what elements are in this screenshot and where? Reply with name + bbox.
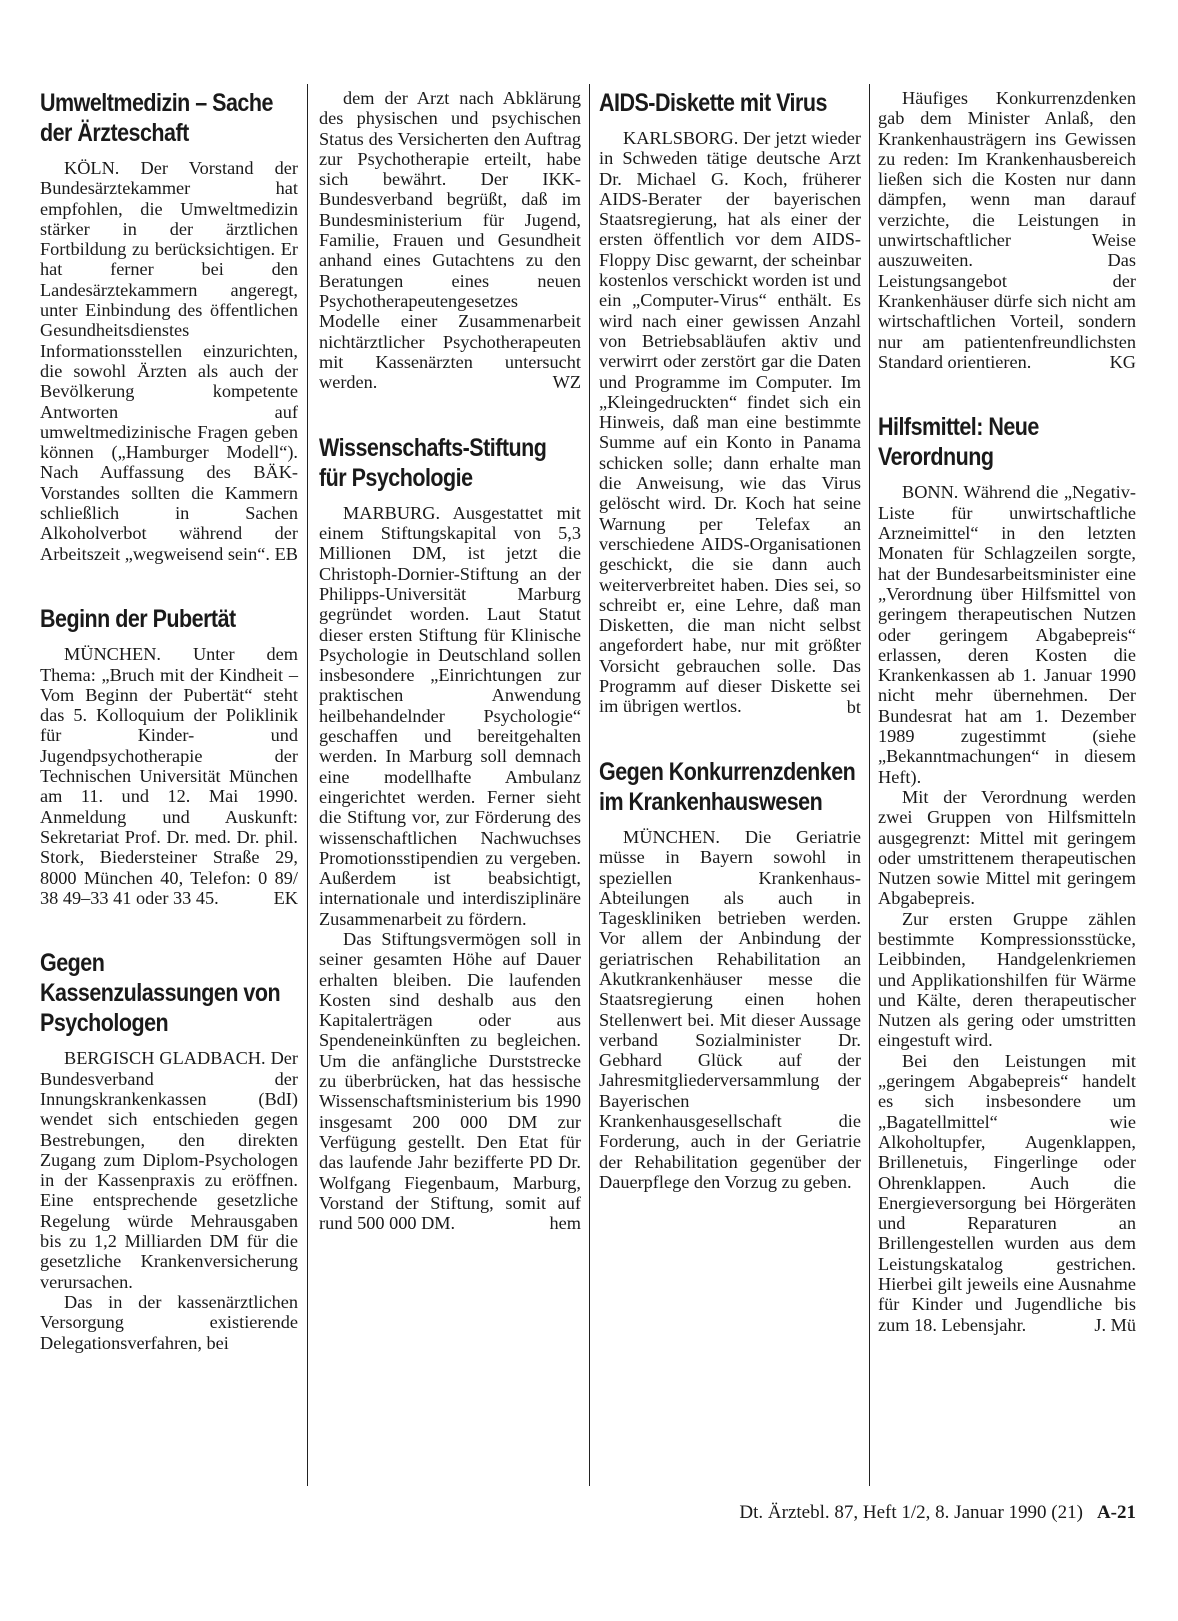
article-body [319, 503, 581, 1234]
article-paragraph: Häufiges Konkurrenzdenken gab dem Minister Anlaß, den Krankenhausträgern ins Gewissen zu reden: Im Krankenhausbereich ließen sich die Kosten nur dann dämpfen, wenn man darauf verzichte, die Leistungen in unwirtschaftlicher Weise auszuweiten. Das Leistungsangebot der Krankenhäuser dürfe sich nicht am wirtschaftlichen Vorteil, sondern nur am patientenfreundlichsten Standard orientieren. [878, 88, 1136, 372]
article-headline: Hilfsmittel: Neue Verordnung [878, 413, 1039, 472]
article-body [599, 827, 861, 1192]
article-paragraph: KÖLN. Der Vorstand der Bundesärztekammer hat empfohlen, die Umweltmedizin stärker in der ärztlichen Fortbildung zu berücksichtigen. Er hat ferner bei den Landesärztekammern angeregt, unter Einbindung des öffentlichen Gesundheitsdienstes Informationsstellen einzurichten, die sowohl Ärzten als auch der Bevölkerung kompetente Antworten auf umweltmedizinische Fragen geben können („Hamburger Modell“). Nach Auffassung des BÄK-Vorstandes sollten die Kammern schließlich in Sachen Alkoholverbot während der Arbeitszeit „wegweisend sein“. [40, 158, 298, 564]
article-headline: Umweltmedizin – Sache der Ärzteschaft [40, 89, 273, 147]
column-4 [878, 88, 1136, 1375]
article-paragraph: dem der Arzt nach Abklärung des physischen und psychischen Status des Versicherten den Auftrag zur Psychotherapie erteilt, habe sich bewährt. Der IKK-Bundesverband begrüßt, daß im Bundesministerium für Jugend, Familie, Frauen und Gesundheit anhand eines Gutachtens zu den Beratungen eines neuen Psychotherapeutengesetzes Modelle einer Zusammenarbeit nichtärztlicher Psychotherapeuten mit Kassenärzten untersucht werden. [319, 88, 581, 393]
article-paragraph: BERGISCH GLADBACH. Der Bundesverband der Innungskrankenkassen (BdI) wendet sich entschieden gegen Bestrebungen, den direkten Zugang zum Diplom-Psychologen in der Kassenpraxis zu eröffnen. Eine entsprechende gesetzliche Regelung würde Mehrausgaben bis zu 1,2 Milliarden DM für die gesetzliche Krankenversicherung verursachen. [40, 1048, 298, 1292]
article-body [878, 88, 1136, 372]
article [599, 88, 861, 717]
article-headline: Wissenschafts-Stiftung für Psychologie [319, 433, 547, 492]
author-initials: EB [274, 543, 298, 564]
author-initials: bt [846, 696, 861, 717]
author-initials: EK [273, 888, 298, 909]
article-body [40, 158, 298, 564]
article [599, 757, 861, 1192]
column-rule [869, 84, 870, 1486]
author-initials: J. Mü [1094, 1314, 1136, 1335]
article-paragraph: MÜNCHEN. Unter dem Thema: „Bruch mit der Kindheit – Vom Beginn der Pubertät“ steht das 5. Kolloquium der Poliklinik für Kinder- und Jugendpsychotherapie der Technischen Universität München am 11. und 12. Mai 1990. Anmeldung und Auskunft: Sekretariat Prof. Dr. med. Dr. phil. Stork, Biedersteiner Straße 29, 8000 München 40, Telefon: 0 89/ 38 49–33 41 oder 33 45. [40, 644, 298, 908]
author-initials: KG [1109, 352, 1136, 373]
article [40, 604, 298, 908]
article [878, 412, 1136, 1335]
column-1 [40, 88, 298, 1393]
author-initials: WZ [552, 372, 581, 393]
article-body [319, 88, 581, 392]
article-body [878, 482, 1136, 1334]
article-paragraph: MÜNCHEN. Die Geriatrie müsse in Bayern sowohl in speziellen Krankenhaus-Abteilungen als auch in Tageskliniken betrieben werden. Vor allem der Anbindung der geriatrischen Rehabilitation an Akutkrankenhäuser messe die Staatsregierung einen hohen Stellenwert bei. Mit dieser Aussage verband Sozialminister Dr. Gebhard Glück auf der Jahresmitgliederversammlung der Bayerischen Krankenhausgesellschaft die Forderung, auch in der Geriatrie der Rehabilitation gegenüber der Dauerpflege den Vorzug zu geben. [599, 826, 861, 1192]
column-3 [599, 88, 861, 1232]
article [40, 88, 298, 564]
article-paragraph: BONN. Während die „Negativ-Liste für unwirtschaftliche Arzneimittel“ in den letzten Monaten für Schlagzeilen sorgte, hat der Bundesarbeitsminister eine „Verordnung über Hilfsmittel von geringem therapeutischen Nutzen oder geringem Abgabepreis“ erlassen, deren Kosten die Krankenkassen ab 1. Januar 1990 nicht mehr übernehmen. Der Bundesrat hat am 1. Dezember 1989 zugestimmt (siehe „Bekanntmachungen“ in diesem Heft). [878, 482, 1136, 787]
article-headline: Gegen Kassenzulassungen von Psychologen [40, 949, 281, 1038]
article-paragraph: Das in der kassenärztlichen Versorgung existierende Delegationsverfahren, bei [40, 1291, 298, 1353]
column-rule [589, 84, 590, 1486]
author-initials: hem [549, 1213, 581, 1234]
page-footer [739, 1502, 1136, 1524]
article-paragraph: MARBURG. Ausgestattet mit einem Stiftungskapital von 5,3 Millionen DM, ist jetzt die Christoph-Dornier-Stiftung an der Philipps-Universität Marburg gegründet worden. Laut Statut dieser ersten Stiftung für Klinische Psychologie in Deutschland sollen insbesondere „Einrichtungen zur praktischen Anwendung heilbehandelnder Psychologie“ geschaffen und bereitgehalten werden. In Marburg soll demnach eine modellhafte Ambulanz eingerichtet werden. Ferner sieht die Stiftung vor, zur Förderung des wissenschaftlichen Nachwuchses Promotionsstipendien zu vergeben. Außerdem ist beabsichtigt, internationale und interdisziplinäre Zusammenarbeit zu fördern. [319, 502, 581, 929]
article-paragraph: Das Stiftungsvermögen soll in seiner gesamten Höhe auf Dauer erhalten bleiben. Die laufenden Kosten sind deshalb aus den Kapitalerträgen oder aus Spendeneinkünften zu begleichen. Um die anfängliche Durststrecke zu überbrücken, hat das hessische Wissenschaftsministerium bis 1990 insgesamt 200 000 DM zur Verfügung gestellt. Den Etat für das laufende Jahr bezifferte PD Dr. Wolfgang Fiegenbaum, Marburg, Vorstand der Stiftung, somit auf rund 500 000 DM. [319, 928, 581, 1234]
article [878, 88, 1136, 372]
article-headline: Beginn der Pubertät [40, 605, 236, 634]
article-paragraph: Bei den Leistungen mit „geringem Abgabepreis“ handelt es sich insbesondere um „Bagatellmittel“ wie Alkoholtupfer, Augenklappen, Brillenetuis, Fingerlinge oder Ohrenklappen. Auch die Energieversorgung bei Hörgeräten und Reparaturen an Brillengestellen wurden aus dem Leistungskatalog gestrichen. Hierbei gilt jeweils eine Ausnahme für Kinder und Jugendliche bis zum 18. Lebensjahr. [878, 1050, 1136, 1335]
article [40, 948, 298, 1352]
article-paragraph: Mit der Verordnung werden zwei Gruppen von Hilfsmitteln ausgegrenzt: Mittel mit geringem oder umstrittenem therapeutischen Nutzen sowie Mittel mit geringem Abgabepreis. [878, 786, 1136, 909]
article-body [599, 128, 861, 717]
article [319, 88, 581, 393]
column-2 [319, 88, 581, 1274]
article-headline: Gegen Konkurrenzdenken im Krankenhauswesen [599, 757, 856, 816]
article-paragraph: KARLSBORG. Der jetzt wieder in Schweden tätige deutsche Arzt Dr. Michael G. Koch, früherer AIDS-Berater der bayerischen Staatsregierung, hat als einer der ersten öffentlich vor dem AIDS-Floppy Disc gewarnt, der scheinbar kostenlos verschickt worden ist und ein „Computer-Virus“ enthält. Es wird nach einer gewissen Anzahl von Betriebsabläufen aktiv und verwirrt oder zerstört gar die Daten und Programme im Computer. Im „Kleingedruckten“ findet sich ein Hinweis, daß man eine bestimmte Summe auf ein Konto in Panama schicken solle; dann erhalte man die Anweisung, wie das Virus gelöscht wird. Dr. Koch hat seine Warnung per Telefax an verschiedene AIDS-Organisationen geschickt, die sie dann auch weiterverbreitet haben. Dies sei, so schreibt er, eine Lehre, daß man Disketten, die man nicht selbst angefordert habe, nur mit größter Vorsicht gebrauchen solle. Das Programm auf dieser Diskette sei im übrigen wertlos. [599, 128, 861, 717]
article-headline: AIDS-Diskette mit Virus [599, 89, 827, 117]
article-paragraph: Zur ersten Gruppe zählen bestimmte Kompressionsstücke, Leibbinden, Handgelenkriemen und Applikationshilfen für Wärme und Kälte, deren therapeutischer Nutzen als gering oder umstritten eingestuft wird. [878, 908, 1136, 1051]
article-body [40, 644, 298, 908]
article-body [40, 1048, 298, 1352]
column-rule [307, 84, 308, 1486]
footer-citation: Dt. Ärztebl. 87, Heft 1/2, 8. Januar 1990 (21) [739, 1502, 1083, 1523]
article [319, 433, 581, 1234]
page-number: A-21 [1096, 1502, 1136, 1523]
